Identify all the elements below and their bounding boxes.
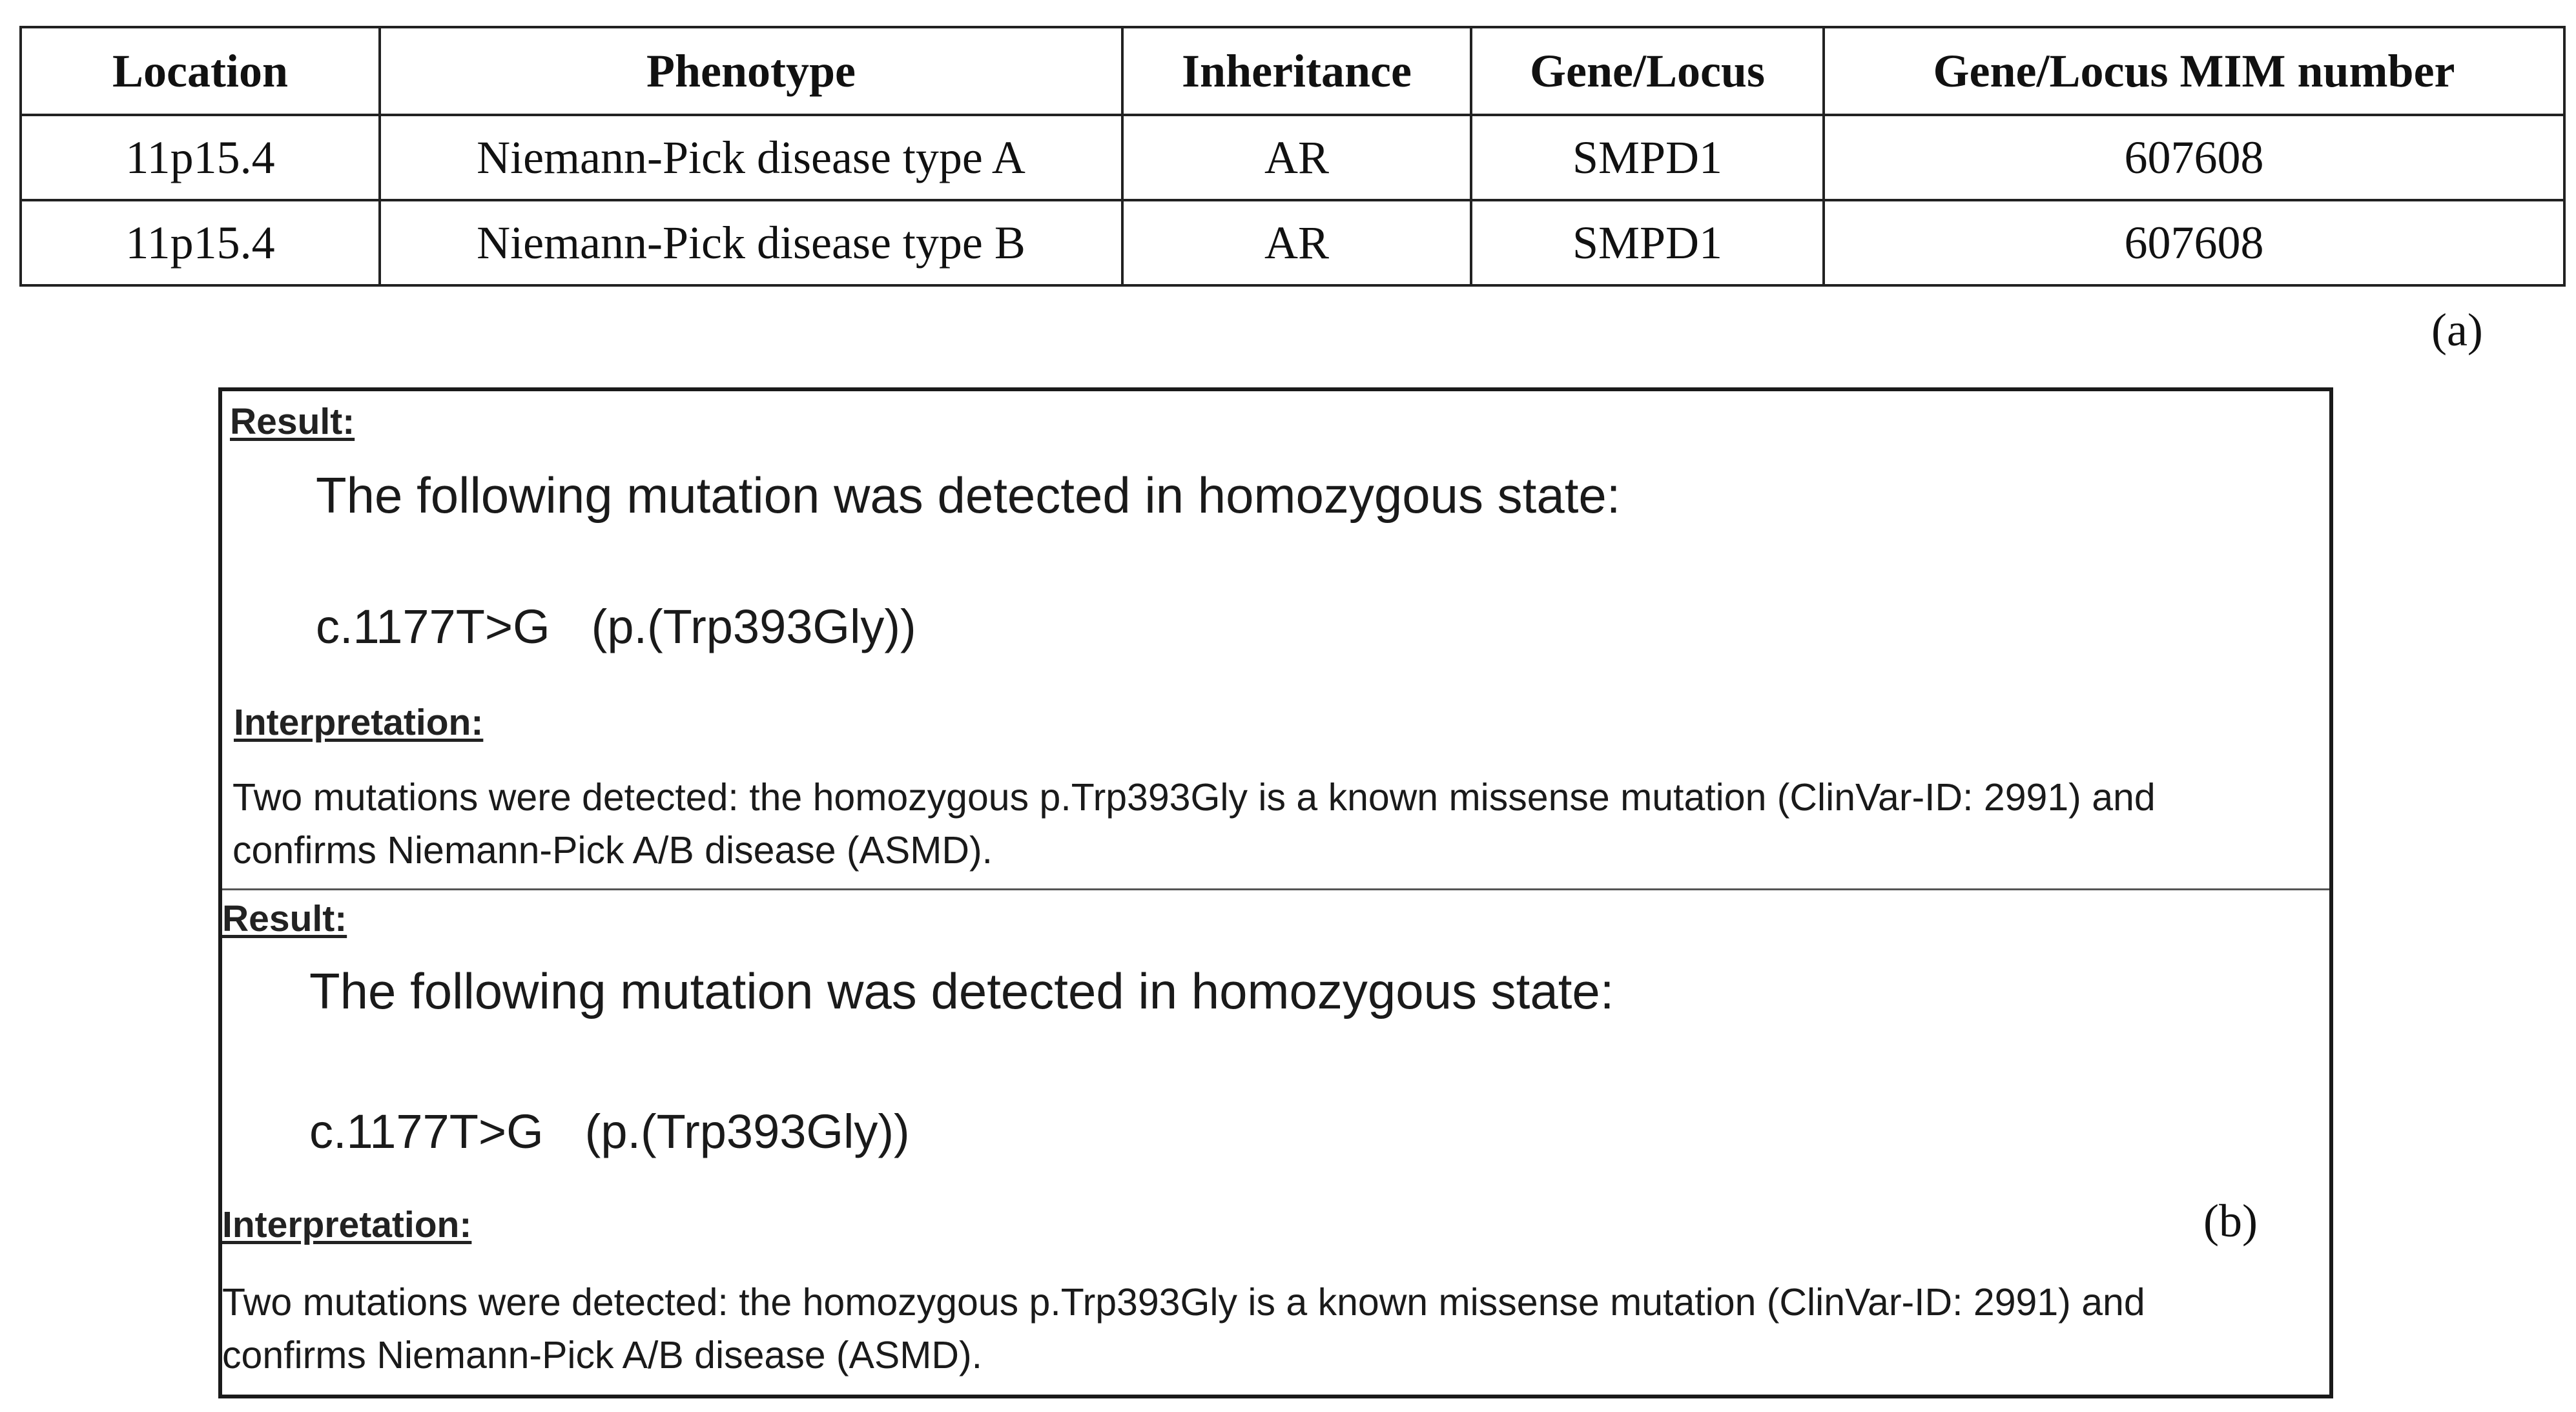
header-gene-locus: Gene/Locus xyxy=(1471,27,1824,115)
genetic-report-frame xyxy=(218,387,2333,1398)
table-header-row xyxy=(21,27,2564,115)
cell-gene-locus: SMPD1 xyxy=(1471,115,1824,200)
mutation-intro-text: The following mutation was detected in homozygous state: xyxy=(316,467,1621,524)
gene-phenotype-table xyxy=(19,26,2566,287)
header-location: Location xyxy=(21,27,380,115)
cell-inheritance: AR xyxy=(1122,115,1471,200)
cell-mim-number: 607608 xyxy=(1824,200,2564,285)
interpretation-text xyxy=(232,771,2156,877)
mutation-intro-text: The following mutation was detected in homozygous state: xyxy=(309,963,1614,1019)
mutation-notation xyxy=(309,1104,910,1159)
interpretation-heading: Interpretation: xyxy=(222,1204,472,1245)
section-divider xyxy=(222,888,2329,890)
panel-label-a: (a) xyxy=(2431,304,2483,356)
interpretation-heading: Interpretation: xyxy=(234,702,484,743)
cell-phenotype: Niemann-Pick disease type A xyxy=(380,115,1122,200)
cell-gene-locus: SMPD1 xyxy=(1471,200,1824,285)
panel-label-b: (b) xyxy=(2203,1195,2258,1247)
cdna-change: c.1177T>G xyxy=(316,600,550,653)
header-inheritance: Inheritance xyxy=(1122,27,1471,115)
header-phenotype: Phenotype xyxy=(380,27,1122,115)
interpretation-line-1: Two mutations were detected: the homozygous p.Trp393Gly is a known missense mutation (ClinVar-ID: 2991) and xyxy=(222,1281,2145,1324)
cdna-change: c.1177T>G xyxy=(309,1105,544,1158)
table-row xyxy=(21,115,2564,200)
interpretation-line-2: confirms Niemann-Pick A/B disease (ASMD). xyxy=(222,1334,983,1376)
interpretation-text xyxy=(222,1276,2145,1382)
interpretation-line-2: confirms Niemann-Pick A/B disease (ASMD). xyxy=(232,829,993,872)
cell-inheritance: AR xyxy=(1122,200,1471,285)
cell-location: 11p15.4 xyxy=(21,200,380,285)
cell-location: 11p15.4 xyxy=(21,115,380,200)
table-row xyxy=(21,200,2564,285)
protein-change: (p.(Trp393Gly)) xyxy=(584,1105,910,1158)
mutation-notation xyxy=(316,599,916,654)
report-section-2 xyxy=(222,891,2329,1398)
result-heading: Result: xyxy=(222,898,347,939)
interpretation-line-1: Two mutations were detected: the homozygous p.Trp393Gly is a known missense mutation (ClinVar-ID: 2991) and xyxy=(232,776,2156,819)
report-section-1 xyxy=(222,391,2329,890)
cell-phenotype: Niemann-Pick disease type B xyxy=(380,200,1122,285)
protein-change: (p.(Trp393Gly)) xyxy=(591,600,916,653)
cell-mim-number: 607608 xyxy=(1824,115,2564,200)
header-mim-number: Gene/Locus MIM number xyxy=(1824,27,2564,115)
result-heading: Result: xyxy=(230,401,355,442)
